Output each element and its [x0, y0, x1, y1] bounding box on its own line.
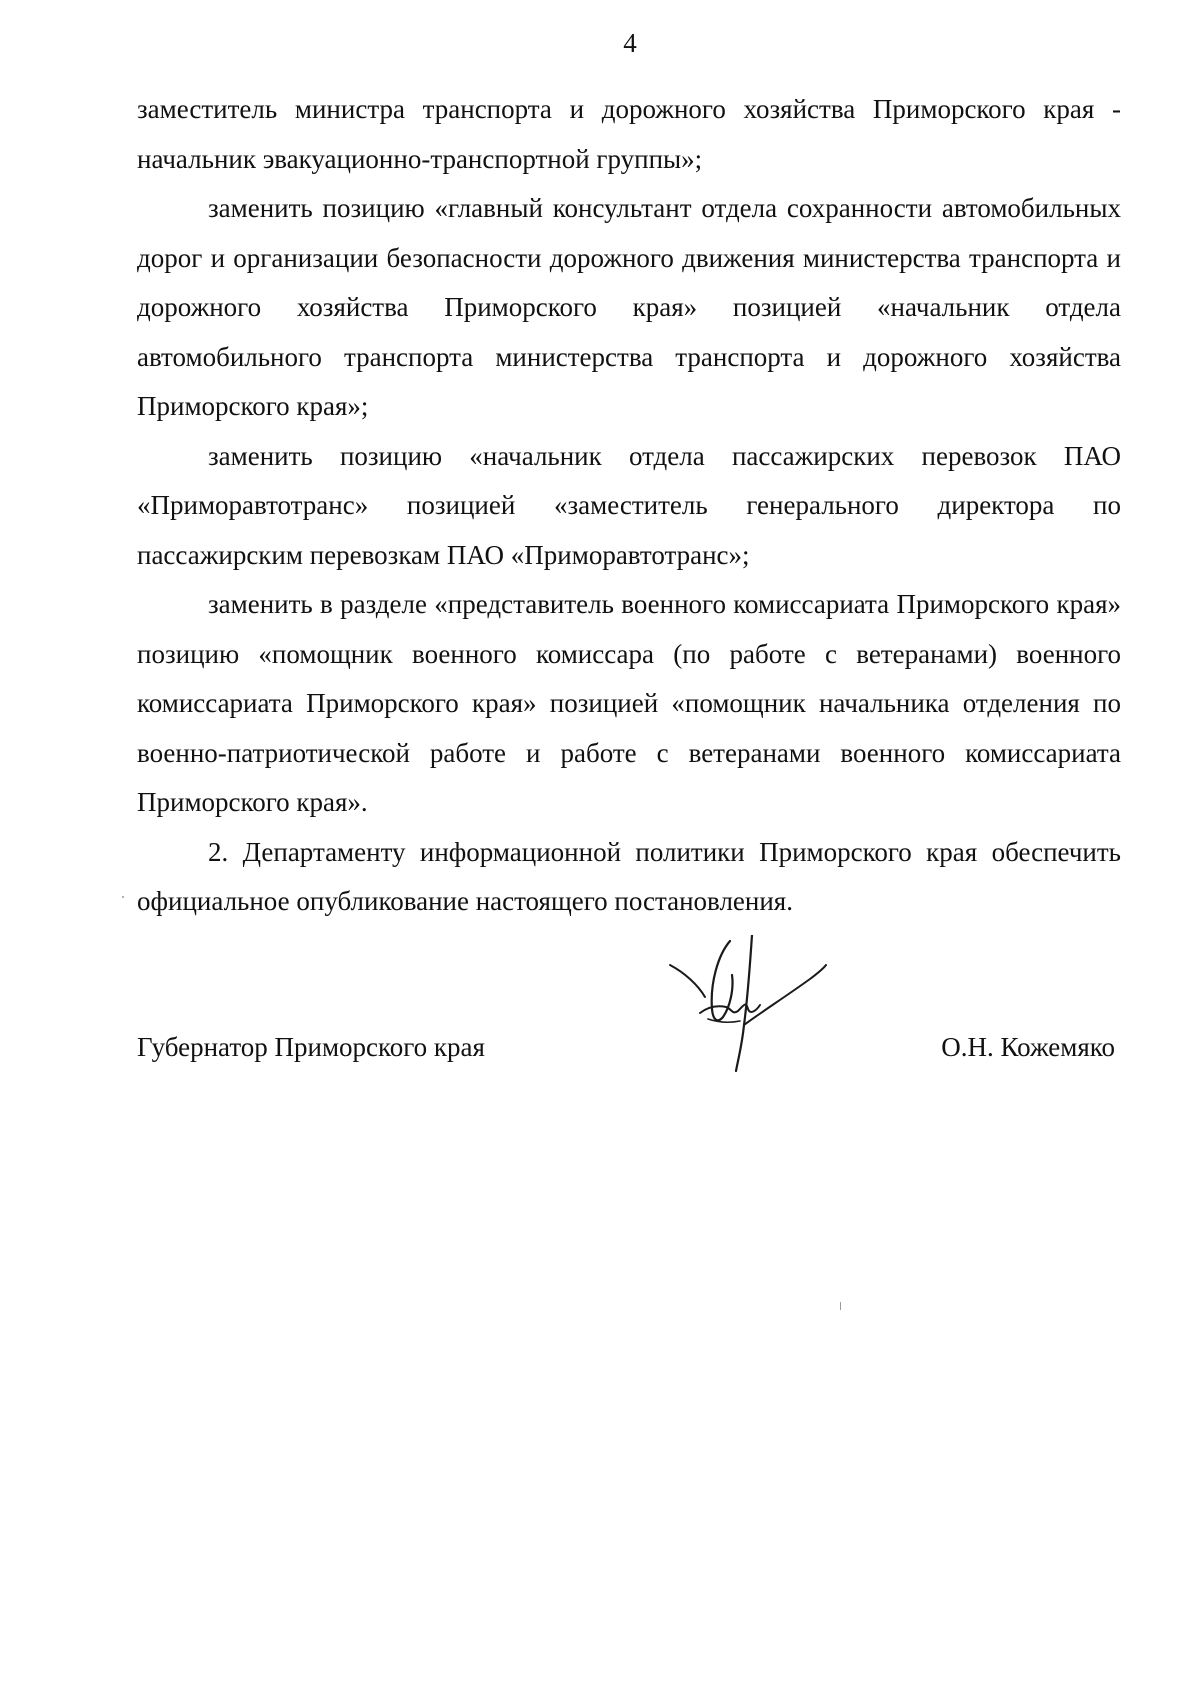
page-number: 4: [623, 28, 637, 58]
document-body: [137, 85, 1121, 927]
paragraph-continuation: заместитель министра транспорта и дорожного хозяйства Приморского края - начальник эвакуационно-транспортной группы»;: [137, 94, 1121, 174]
paragraph-item-2: 2. Департаменту информационной политики Приморского края обеспечить официальное опубликование настоящего постановления.: [137, 836, 1121, 916]
scan-speck: [840, 1302, 841, 1310]
paragraph-replace-military: заменить в разделе «представитель военного комиссариата Приморского края» позицию «помощник военного комиссара (по работе с ветеранами) военного комиссариата Приморского края» позицией «помощник начальника отделения по военно-патриотической работе и работе с ветеранами военного комиссариата Приморского края».: [137, 589, 1121, 817]
signature-block: [137, 1018, 1121, 1078]
signatory-title: Губернатор Приморского края: [137, 1032, 485, 1062]
paragraph-replace-consultant: заменить позицию «главный консультант отдела сохранности автомобильных дорог и организации безопасности дорожного движения министерства транспорта и дорожного хозяйства Приморского края» позицией «начальник отдела автомобильного транспорта министерства транспорта и дорожного хозяйства Приморского края»;: [137, 193, 1121, 421]
paragraph-replace-passenger: заменить позицию «начальник отдела пассажирских перевозок ПАО «Приморавтотранс» позицией «заместитель генерального директора по пассажирским перевозкам ПАО «Приморавтотранс»;: [137, 440, 1121, 570]
signatory-name: О.Н. Кожемяко: [941, 1032, 1115, 1062]
scan-speck: [122, 896, 124, 898]
